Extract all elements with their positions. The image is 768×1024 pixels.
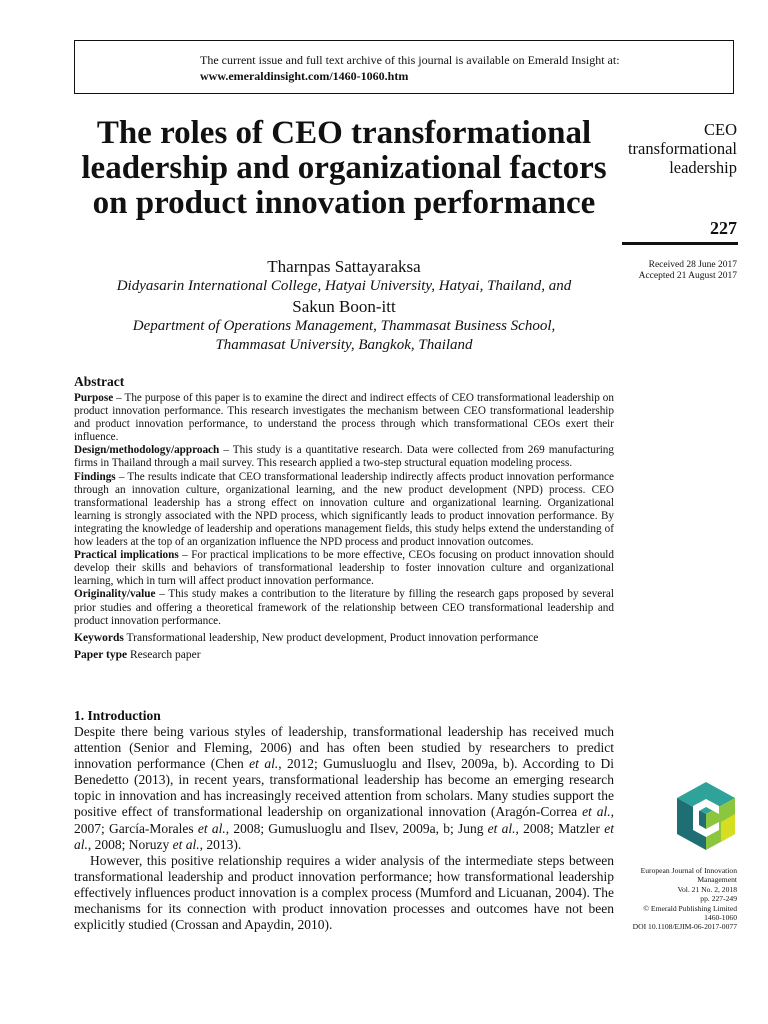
journal-name: European Journal of Innovation [640, 866, 737, 875]
running-head-line: CEO [704, 120, 737, 139]
journal-pages: pp. 227-249 [700, 894, 737, 904]
keywords-label: Keywords [74, 631, 124, 644]
journal-publisher: © Emerald Publishing Limited [643, 903, 737, 913]
journal-issn: 1460-1060 [704, 913, 737, 923]
abstract-design [74, 444, 614, 470]
paper-type-label: Paper type [74, 648, 128, 661]
page-number: 227 [710, 218, 737, 238]
abstract-findings [74, 471, 614, 550]
abstract-purpose [74, 392, 614, 444]
text-run: , 2007; García-Morales [74, 804, 614, 836]
running-head-line: leadership [669, 158, 737, 177]
text-run-italic: et al. [74, 820, 615, 852]
running-head-line: transformational [627, 139, 737, 158]
abstract-label: Purpose [74, 392, 114, 404]
author-affiliation: Department of Operations Management, Thammasat Business School, [132, 318, 556, 334]
abstract-label: Findings [74, 470, 116, 483]
journal-name: Management [697, 875, 737, 885]
abstract [74, 374, 614, 662]
journal-volume: Vol. 21 No. 2, 2018 [677, 884, 737, 894]
text-run: , 2013). [199, 836, 242, 852]
author-affiliation: Thammasat University, Bangkok, Thailand [215, 337, 473, 353]
author-name: Tharnpas Sattayaraksa [267, 257, 421, 276]
text-run-italic: et al. [172, 836, 200, 852]
abstract-text: – For practical implications to be more effective, CEOs focusing on product innovation should develop their skills and behaviors of transformational leadership to foster innovation culture and organizational learning, which in turn will affect product innovation performance. [74, 549, 614, 588]
intro-paragraph-2: However, this positive relationship requires a wider analysis of the intermediate steps between transformational leadership and product innovation performance; how transformational leadership effectively influences product innovation is a complex process (Mumford and Licuanan, 2004). The mechanisms for its connection with product innovation processes and outcomes have not been explicitly studied (Crossan and Apaydin, 2010). [74, 852, 614, 933]
abstract-heading: Abstract [74, 374, 125, 389]
introduction-body [74, 724, 614, 933]
paper-type-text: Research paper [130, 648, 201, 661]
journal-info [597, 866, 737, 932]
text-run-italic: et al. [487, 820, 516, 836]
keywords-text: Transformational leadership, New product development, Product innovation performance [126, 631, 539, 644]
text-run: , 2008; Gumusluoglu and Ilsev, 2009a, b; Jung [225, 820, 488, 836]
text-run: , 2008; Noruzy [87, 836, 173, 852]
text-run: , 2012; Gumusluoglu and Ilsev, 2009a, b). According to Di Benedetto (2013), in recent years, transformational leadership has become an emerging research topic in innovation and has increasingly received attention from scholars. Many studies support the positive effect of transformational leadership on organizational innovation (Aragón-Correa [74, 756, 614, 820]
received-date: Received 28 June 2017 [648, 260, 737, 270]
text-run-italic: et al. [249, 756, 279, 772]
intro-paragraph-1 [74, 724, 614, 853]
author-block [74, 256, 614, 355]
paper-type [74, 648, 614, 662]
text-run: Despite there being various styles of leadership, transformational leadership has received much attention (Senior and Fleming, 2006) and has often been studied by researchers to predict innovation performance (Chen [74, 724, 614, 772]
section-heading-introduction: 1. Introduction [74, 708, 161, 723]
text-run-italic: et al. [197, 820, 226, 836]
abstract-label: Originality/value [74, 588, 156, 601]
abstract-label: Practical implications [74, 549, 179, 562]
keywords [74, 631, 614, 645]
abstract-label: Design/methodology/approach [74, 444, 220, 457]
journal-logo-icon [675, 780, 737, 852]
abstract-text: – This study makes a contribution to the literature by filling the research gaps proposed by several prior studies and offering a theoretical framework of the relationship between CEO transformational leadership and product innovation performance. [74, 588, 614, 627]
received-dates [639, 260, 737, 282]
abstract-text: – This study is a quantitative research. Data were collected from 269 manufacturing firms in Thailand through a mail survey. This research applied a two-step structural equation modeling process. [74, 444, 614, 470]
text-run-italic: et al. [582, 804, 611, 820]
journal-doi: DOI 10.1108/EJIM-06-2017-0077 [632, 922, 737, 932]
text-run: , 2008; Matzler [515, 820, 605, 836]
running-head [597, 120, 737, 177]
accepted-date: Accepted 21 August 2017 [638, 271, 737, 281]
author-affiliation: Didyasarin International College, Hatyai University, Hatyai, Thailand, and [116, 278, 572, 294]
author-name: Sakun Boon-itt [292, 297, 396, 316]
page-number-rule [622, 242, 738, 245]
article-title: The roles of CEO transformational leadership and organizational factors on product innovation performance [81, 115, 607, 221]
archive-notice-text: The current issue and full text archive of this journal is available on Emerald Insight at: [200, 53, 620, 67]
abstract-text: – The results indicate that CEO transformational leadership indirectly affects product innovation performance through an innovation culture, organizational learning, and the new product development (NPD) process. CEO transformational leadership has a strong effect on innovation culture and organizational learning. Organizational learning is strongly associated with the NPD process, which significantly leads to product innovation performance. By integrating the knowledge of leadership and operations management fields, this study helps extend the understanding of how leaders at the top of an organization influence the NPD process and product innovation outcomes. [74, 470, 614, 549]
abstract-text: – The purpose of this paper is to examine the direct and indirect effects of CEO transformational leadership on product innovation performance. This research investigates the mechanism between CEO transformational leadership and product innovation performance, to understand the process through which transformational CEOs exert their influence. [74, 392, 614, 444]
abstract-originality [74, 588, 614, 627]
archive-url-link[interactable]: www.emeraldinsight.com/1460-1060.htm [200, 69, 409, 83]
archive-notice-box [74, 40, 734, 94]
abstract-practical [74, 549, 614, 588]
